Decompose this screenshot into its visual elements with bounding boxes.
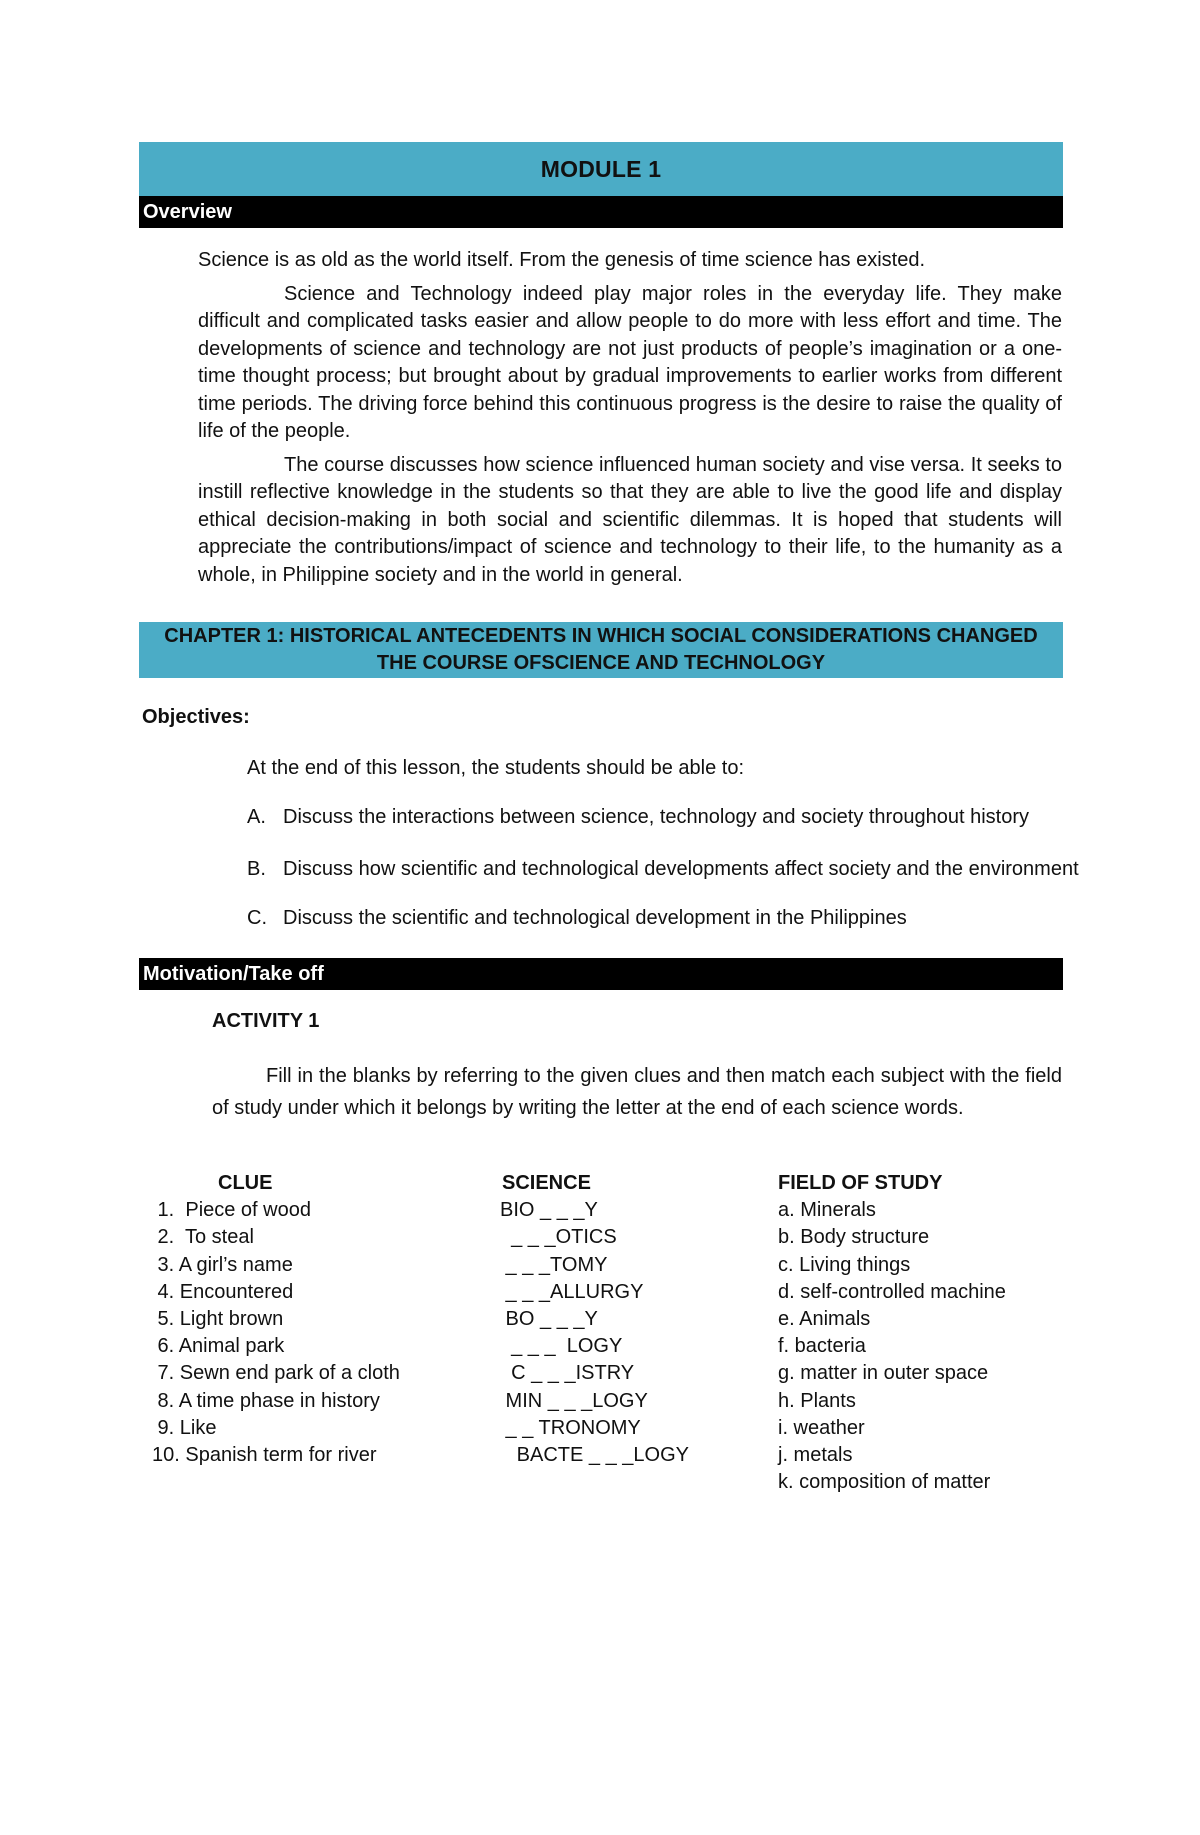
field-item: g. matter in outer space bbox=[778, 1362, 989, 1385]
chapter-header-bar bbox=[139, 622, 1063, 678]
objective-item bbox=[247, 858, 1079, 881]
objective-text: Discuss the scientific and technological development in the Philippines bbox=[283, 907, 907, 929]
field-item: i. weather bbox=[778, 1416, 865, 1439]
objective-item bbox=[247, 907, 907, 930]
field-item: c. Living things bbox=[778, 1253, 911, 1276]
clue-item: 5. Light brown bbox=[152, 1308, 284, 1331]
clue-header: CLUE bbox=[218, 1172, 273, 1194]
motivation-heading: Motivation/Take off bbox=[139, 958, 1063, 990]
objective-item bbox=[247, 806, 1029, 829]
science-item: _ _ _ALLURGY bbox=[500, 1280, 644, 1303]
science-item: C _ _ _ISTRY bbox=[500, 1362, 635, 1385]
clue-column bbox=[152, 1170, 472, 1469]
clue-item: 2. To steal bbox=[152, 1226, 254, 1249]
objective-letter: C. bbox=[247, 907, 267, 929]
field-item: j. metals bbox=[778, 1444, 853, 1467]
science-item: _ _ _OTICS bbox=[500, 1226, 617, 1249]
activity-title: ACTIVITY 1 bbox=[212, 1010, 320, 1032]
science-column bbox=[500, 1170, 760, 1469]
clue-item: 9. Like bbox=[152, 1416, 217, 1439]
science-item: _ _ _TOMY bbox=[500, 1253, 608, 1276]
module-title: MODULE 1 bbox=[540, 155, 662, 182]
module-header-bar bbox=[139, 142, 1063, 196]
overview-paragraph: The course discusses how science influenced human society and vise versa. It seeks to instill reflective knowledge in the students so that they are able to live the good life and display ethical decision-making in both social and scientific dilemmas. It is hoped that students will appreciate the contributions/impact of science and technology to their life, to the humanity as a whole, in Philippine society and in the world in general. bbox=[198, 453, 1062, 586]
field-item: k. composition of matter bbox=[778, 1471, 991, 1494]
science-item: BIO _ _ _Y bbox=[500, 1199, 598, 1222]
science-item: _ _ _ LOGY bbox=[500, 1335, 623, 1358]
objective-text: Discuss the interactions between science, technology and society throughout history bbox=[283, 806, 1029, 828]
science-header: SCIENCE bbox=[502, 1172, 591, 1194]
overview-body bbox=[198, 247, 1062, 589]
clue-item: 4. Encountered bbox=[152, 1280, 294, 1303]
field-item: f. bacteria bbox=[778, 1335, 866, 1358]
chapter-title: CHAPTER 1: HISTORICAL ANTECEDENTS IN WHICH SOCIAL CONSIDERATIONS CHANGED THE COURSE OFSCIENCE AND TECHNOLOGY bbox=[164, 625, 1038, 674]
objective-text: Discuss how scientific and technological developments affect society and the environment bbox=[283, 858, 1079, 880]
field-of-study-column bbox=[778, 1170, 1078, 1496]
instructions-text: Fill in the blanks by referring to the given clues and then match each subject with the field of study under which it belongs by writing the letter at the end of each science words. bbox=[212, 1065, 1062, 1119]
clue-item: 10. Spanish term for river bbox=[152, 1444, 377, 1467]
objectives-intro: At the end of this lesson, the students should be able to: bbox=[247, 757, 745, 779]
clue-item: 1. Piece of wood bbox=[152, 1199, 311, 1222]
activity-instructions bbox=[212, 1060, 1062, 1124]
objective-letter: A. bbox=[247, 806, 266, 828]
field-header: FIELD OF STUDY bbox=[778, 1172, 943, 1194]
clue-item: 6. Animal park bbox=[152, 1335, 285, 1358]
overview-paragraph: Science is as old as the world itself. From the genesis of time science has existed. bbox=[198, 249, 926, 271]
science-item: MIN _ _ _LOGY bbox=[500, 1389, 648, 1412]
field-item: b. Body structure bbox=[778, 1226, 930, 1249]
clue-item: 8. A time phase in history bbox=[152, 1389, 380, 1412]
field-item: h. Plants bbox=[778, 1389, 856, 1412]
science-item: BO _ _ _Y bbox=[500, 1308, 598, 1331]
clue-item: 3. A girl’s name bbox=[152, 1253, 293, 1276]
field-item: e. Animals bbox=[778, 1308, 871, 1331]
field-item: d. self-controlled machine bbox=[778, 1280, 1006, 1303]
overview-paragraph: Science and Technology indeed play major roles in the everyday life. They make difficult and complicated tasks easier and allow people to do more with less effort and time. The developments of science and technology are not just products of people’s imagination or a one-time thought process; but brought about by gradual improvements to earlier works from different time periods. The driving force behind this continuous progress is the desire to raise the quality of life of the people. bbox=[198, 282, 1062, 442]
science-item: _ _ TRONOMY bbox=[500, 1416, 641, 1439]
overview-heading: Overview bbox=[139, 196, 1063, 228]
science-item: BACTE _ _ _LOGY bbox=[500, 1444, 689, 1467]
objective-letter: B. bbox=[247, 858, 266, 880]
objectives-heading: Objectives: bbox=[142, 706, 250, 728]
field-item: a. Minerals bbox=[778, 1199, 876, 1222]
clue-item: 7. Sewn end park of a cloth bbox=[152, 1362, 400, 1385]
